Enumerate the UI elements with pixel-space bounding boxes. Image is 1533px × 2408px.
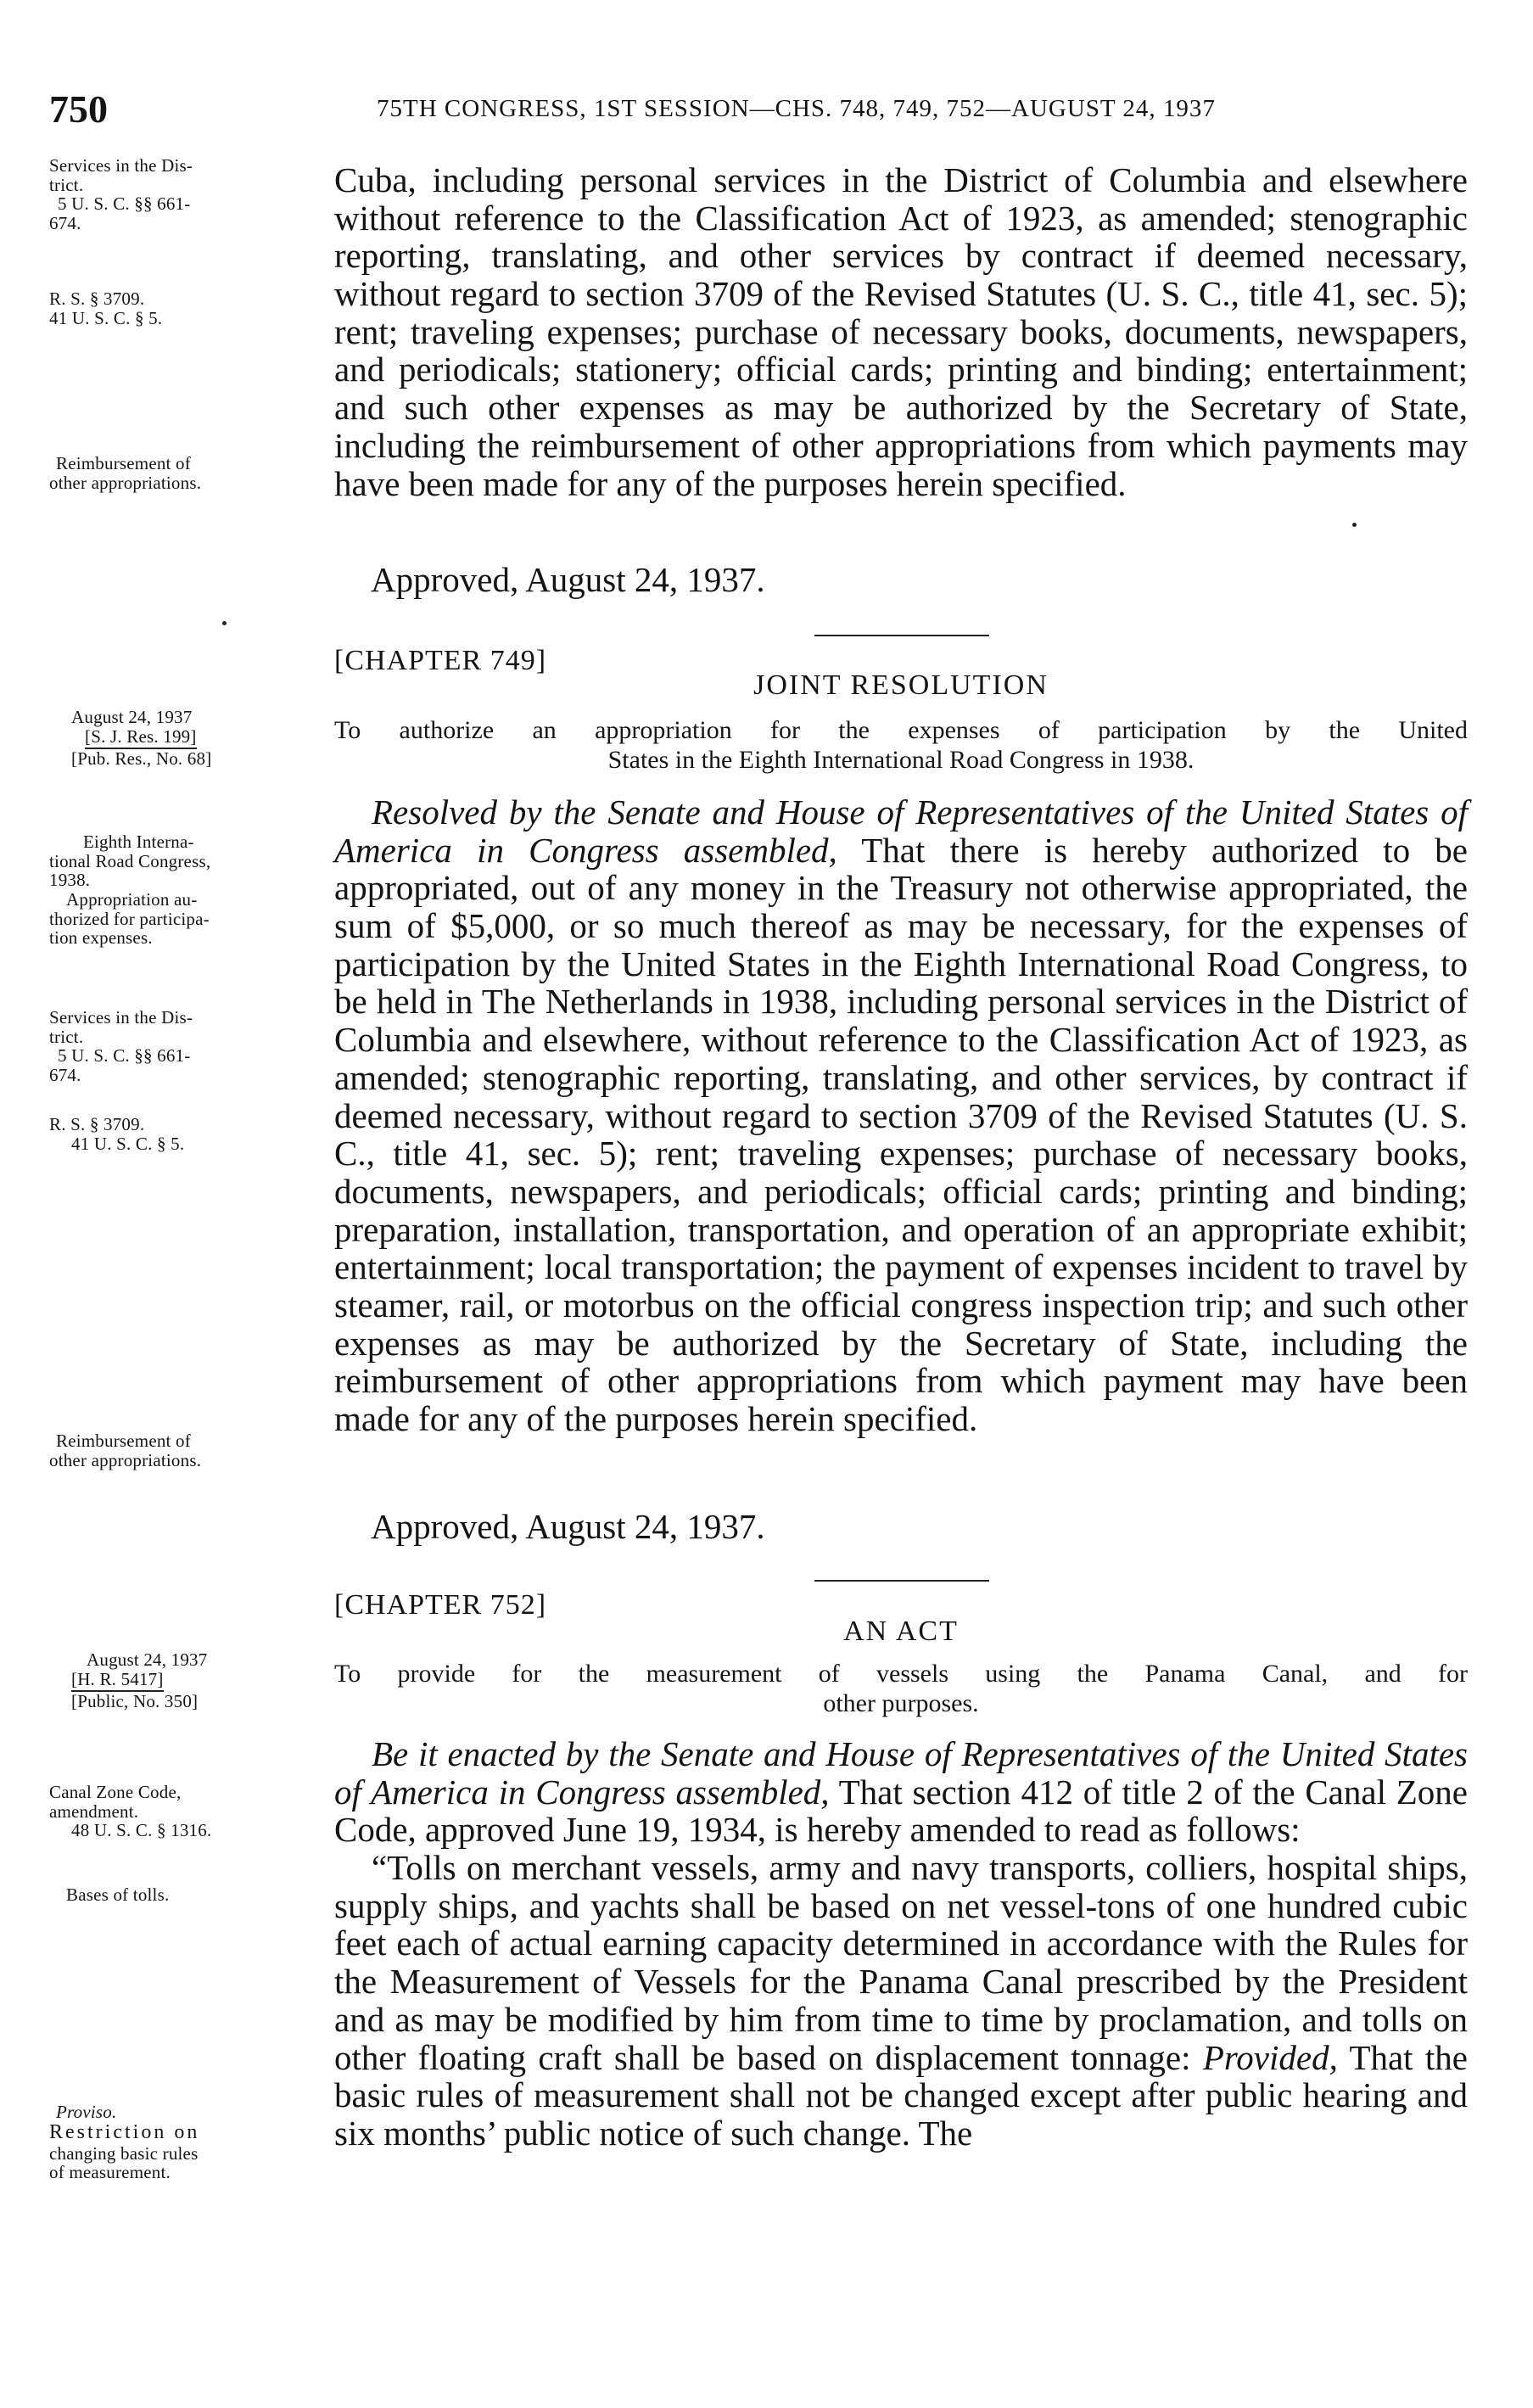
chapter-749-approved: Approved, August 24, 1937. [371,1507,765,1546]
margin-note-line: 674. [49,213,81,234]
chapter-752-title-line: other purposes. [823,1689,979,1718]
margin-note-line: August 24, 1937 [71,707,193,727]
chapter-748-approved: Approved, August 24, 1937. [371,560,765,599]
chapter-749-heading: JOINT RESOLUTION [753,669,1049,701]
margin-note-date-749 [49,708,321,769]
margin-note-line: [Pub. Res., No. 68] [71,748,212,770]
margin-note-rs-749 [49,1115,321,1153]
margin-note-line: Appropriation au- [66,889,198,910]
page-number: 750 [49,87,108,131]
margin-note-tolls-752 [49,1885,321,1905]
margin-note-line: other appropriations. [49,1449,202,1470]
stray-mark [1352,523,1357,527]
margin-note-rs-748 [49,289,321,328]
chapter-752-body: That section 412 of title 2 of the Canal Zone Code, approved June 19, 1934, is hereby amended to read as follows: [334,1772,1469,1850]
margin-note-line: tional Road Congress, [49,850,211,871]
chapter-748-text [334,161,1468,502]
margin-note-line: 41 U. S. C. § 5. [71,1133,185,1154]
margin-note-line: Canal Zone Code, [49,1782,182,1802]
margin-note-line: [H. R. 5417] [49,1670,321,1693]
margin-note-line: 1938. [49,870,91,891]
margin-note-line: [Public, No. 350] [71,1691,199,1712]
chapter-749-title-line: To authorize an appropriation for the expenses of participation by the United [334,716,1468,744]
margin-note-services-748 [49,156,321,233]
running-head: 75TH CONGRESS, 1ST SESSION—CHS. 748, 749, 752—AUGUST 24, 1937 [377,95,1216,122]
margin-note-line: 41 U. S. C. § 5. [49,307,163,328]
margin-note-line: 5 U. S. C. §§ 661- [58,1045,191,1067]
section-divider [814,1580,989,1582]
chapter-752-label: [CHAPTER 752] [334,1589,547,1621]
margin-note-date-752 [49,1650,321,1711]
chapter-752-title [334,1659,1468,1719]
margin-note-line: Reimbursement of [56,1431,191,1451]
margin-note-line: of measurement. [49,2162,171,2183]
margin-note-line: Eighth Interna- [83,832,194,852]
quoted-text: “Tolls on merchant vessels, army and navy transports, colliers, hospital ships, supply ships, and yachts shall be based on net vessel-tons of one hundred cubic feet each of actual earning capacity determined in accordance with the Rules for the Measurement of Vessels for the Panama Canal prescribed by the President and as may be modified by him from time to time by proclamation, and tolls on other floating craft shall be based on displacement tonnage: [334,1848,1468,2077]
chapter-749-text [334,793,1468,1438]
enacting-clause: Be it enacted by the Senate and House of Representatives of the United States of America in Congress assembled, [334,1734,1468,1812]
margin-note-proviso-752 [49,2103,321,2182]
margin-note-line: amendment. [49,1800,139,1822]
margin-note-line: August 24, 1937 [87,1649,208,1670]
chapter-749-label: [CHAPTER 749] [334,645,547,676]
margin-note-reimbursement-749 [49,1431,321,1470]
margin-note-line: [S. J. Res. 199] [49,727,321,750]
margin-note-line: 48 U. S. C. § 1316. [71,1820,212,1841]
section-divider [814,635,989,636]
margin-note-canal-752 [49,1783,321,1840]
margin-note-line: 674. [49,1065,81,1086]
enacting-clause: Resolved by the Senate and House of Representatives of the United States of America in Congress assembled, [334,792,1468,870]
margin-note-reimbursement-748 [49,454,321,492]
margin-note-line: R. S. § 3709. [49,288,145,309]
chapter-752-title-line: To provide for the measurement of vessels using the Panama Canal, and for [334,1660,1468,1688]
chapter-749-title [334,715,1468,776]
margin-note-line: 5 U. S. C. §§ 661- [58,193,191,215]
chapter-749-title-line: States in the Eighth International Road Congress in 1938. [607,746,1195,775]
margin-note-line: changing basic rules [49,2142,199,2164]
margin-note-line: trict. [49,174,84,195]
proviso-word: Provided, [1202,2037,1338,2077]
margin-note-line: R. S. § 3709. [49,1114,145,1134]
chapter-752-quoted-section [334,1849,1468,2153]
margin-note-line: Services in the Dis- [49,155,193,176]
margin-note-line: trict. [49,1026,84,1047]
margin-note-line: Bases of tolls. [66,1884,170,1905]
chapter-752-enactment [334,1735,1468,1849]
margin-note-line: Proviso. [56,2102,117,2122]
chapter-748-body: Cuba, including personal services in the District of Columbia and elsewhere without reference to the Classification Act of 1923, as amended; stenographic reporting, translating, and other services by contract if deemed necessary, without regard to section 3709 of the Revised Statutes (U. S. C., title 41, sec. 5); rent; traveling expenses; purchase of necessary books, documents, newspapers, and periodicals; stationery; official cards; printing and binding; entertainment; and such other expenses as may be authorized by the Secretary of State, including the reimbursement of other appropriations from which payments may have been made for any of the purposes herein specified. [334,160,1468,503]
chapter-749-body: That there is hereby authorized to be appropriated, out of any money in the Treasury not otherwise appropriated, the sum of $5,000, or so much thereof as may be necessary, for the expenses of participation by the United States in the Eighth International Road Congress, to be held in The Netherlands in 1938, including personal services in the District of Columbia and elsewhere, without reference to the Classification Act of 1923, as amended; stenographic reporting, translating, and other services, by contract if deemed necessary, without regard to section 3709 of the Revised Statutes (U. S. C., title 41, sec. 5); rent; traveling expenses; purchase of necessary books, documents, newspapers, and periodicals; official cards; printing and binding; preparation, installation, transportation, and operation of an appropriate exhibit; entertainment; local transportation; the payment of expenses incident to travel by steamer, rail, or motorbus on the official congress inspection trip; and such other expenses as may be authorized by the Secretary of State, including the reimbursement of other appropriations from which payment may have been made for any of the purposes herein specified. [334,830,1468,1438]
margin-note-congress-749 [49,832,321,948]
margin-note-line: Restriction on [49,2120,200,2143]
chapter-749-resolution [334,793,1468,1438]
quoted-text: That the basic rules of measurement shall not be changed except after public hearing and six months’ public notice of such change. The [334,2037,1468,2153]
margin-note-line: thorized for participa- [49,908,210,929]
chapter-752-heading: AN ACT [843,1616,959,1647]
margin-note-line: Reimbursement of [56,453,191,473]
chapter-752-text [334,1735,1468,2153]
margin-note-services-749 [49,1008,321,1085]
margin-note-line: tion expenses. [49,927,153,949]
stray-mark [222,621,227,625]
margin-note-line: Services in the Dis- [49,1007,193,1028]
margin-note-line: other appropriations. [49,472,202,493]
